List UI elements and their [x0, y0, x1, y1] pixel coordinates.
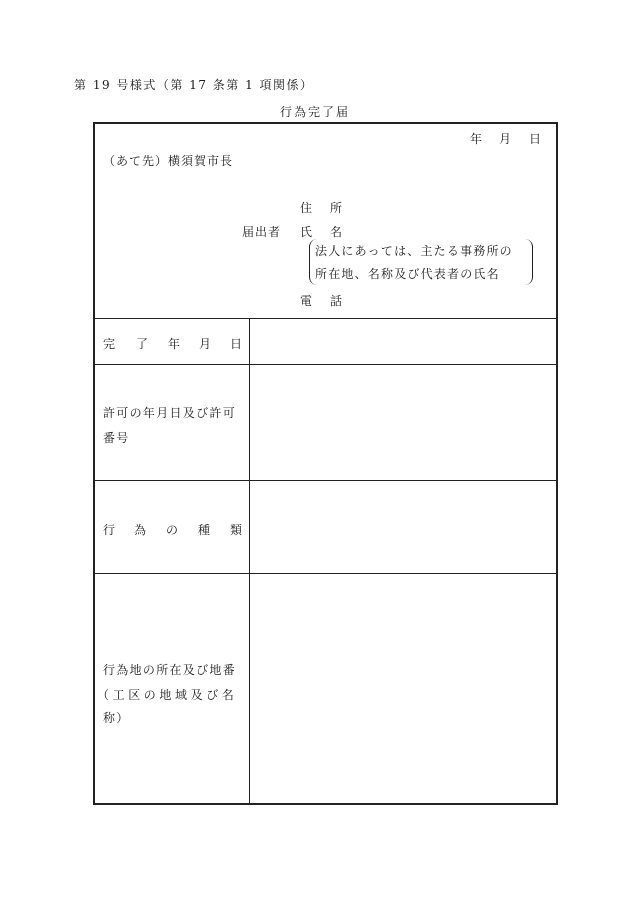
row-divider	[95, 573, 556, 574]
completion-date-label-char: 完	[103, 337, 116, 351]
form-number: 第 19 号様式（第 17 条第 1 項関係）	[74, 78, 314, 92]
permit-info-field[interactable]	[251, 366, 556, 480]
act-type-label-char: 為	[134, 523, 147, 537]
corporate-note-line2: 所在地、名称及び代表者の氏名	[315, 267, 500, 281]
column-divider	[249, 319, 250, 803]
act-type-label-char: 種	[198, 523, 211, 537]
location-field[interactable]	[251, 575, 556, 803]
act-type-field[interactable]	[251, 482, 556, 573]
address-label: 住 所	[300, 201, 346, 215]
notifier-label: 届出者	[242, 225, 282, 239]
act-type-label-char: 行	[103, 523, 116, 537]
date-month-label: 月	[499, 132, 512, 146]
location-label-line2: （工区の地域及び名	[97, 688, 238, 702]
location-label-line1: 行為地の所在及び地番	[103, 663, 237, 677]
corporate-note-bracket	[309, 239, 533, 285]
completion-date-label-char: 日	[230, 337, 243, 351]
addressee: （あて先）横須賀市長	[103, 154, 234, 168]
permit-info-label-line2: 番号	[103, 431, 130, 445]
form-table	[93, 122, 558, 805]
location-label-line3: 称）	[103, 711, 130, 725]
completion-date-label-char: 月	[199, 337, 212, 351]
phone-label: 電 話	[300, 294, 346, 308]
completion-date-label-char: 了	[136, 337, 149, 351]
permit-info-label-line1: 許可の年月日及び許可	[103, 406, 237, 420]
name-label: 氏 名	[300, 225, 346, 239]
corporate-note-line1: 法人にあっては、主たる事務所の	[315, 244, 513, 258]
completion-date-field[interactable]	[251, 320, 556, 364]
document-title: 行為完了届	[279, 105, 350, 119]
date-day-label: 日	[529, 132, 542, 146]
row-divider	[95, 480, 556, 481]
act-type-label-char: の	[166, 523, 179, 537]
row-divider	[95, 364, 556, 365]
date-year-label: 年	[470, 132, 483, 146]
completion-date-label-char: 年	[168, 337, 181, 351]
act-type-label-char: 類	[230, 523, 243, 537]
section-divider	[95, 318, 556, 319]
